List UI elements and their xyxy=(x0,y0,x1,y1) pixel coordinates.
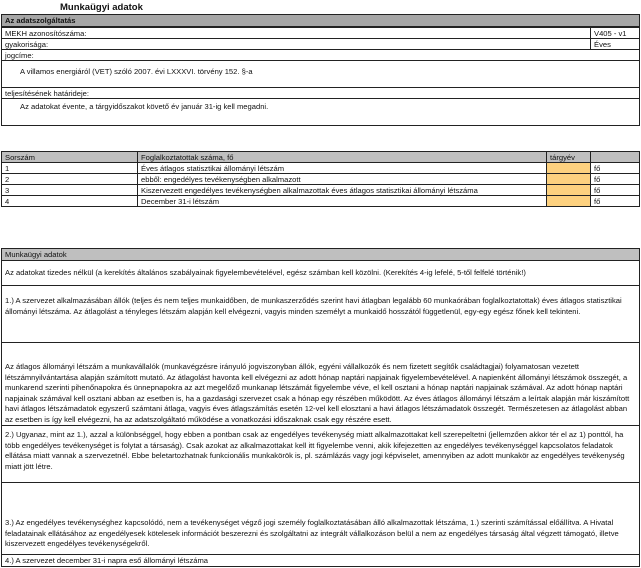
notes-header: Munkaügyi adatok xyxy=(1,248,640,261)
row-num: 1 xyxy=(1,162,138,174)
deadline-label: teljesítésének határideje: xyxy=(1,87,640,99)
row-label: ebből: engedélyes tevékenységben alkalmazott xyxy=(137,173,547,185)
row-num: 2 xyxy=(1,173,138,185)
mekh-label: MEKH azonosítószáma: xyxy=(1,27,591,39)
frequency-value: Éves xyxy=(590,38,640,50)
row-num: 4 xyxy=(1,195,138,207)
notes-paragraph-2: Az átlagos állományi létszám a munkavállalók (munkavégzésre irányuló jogviszonyban állók, egyéni vállalkozók és nem fizetett segítők családtagjai) folyamatosan vezetett létszámnyilvántartása alapján számított mutató. Az átlagolást havonta kell elvégezni az adott hónap naptári napjainak figyelembevételével. A napienként állományi létszámok összegét, a munkarend szerinti pihenőnapokra és ünnepnapokra az azt megelőző munkanap létszámát figyelembe véve, el kell osztani a hónap naptári napjainak számával. Az adott hónap naptári napjainak számával kell osztani abban az esetben is, ha a gazdasági szervezet csak a hónap egy részében működött. Az éves átlagos állományi létszám a leírtak alapján már kiszámított havi átlagos létszámadatok egyszerű számtani átlaga, vagyis éves átlagszámítás esetén 12-vel kell elosztani a havi átlagos létszámadatok összegét. Természetesen az átlagolást abban az esetben is így kell elvégezni, ha az adatszolgáltató működése a vonatkozási időszaknak csak egy részére esett. xyxy=(1,342,640,426)
section-header: Az adatszolgáltatás xyxy=(1,14,640,27)
row-label: Kiszervezett engedélyes tevékenységben alkalmazottak éves átlagos statisztikai állományi létszáma xyxy=(137,184,547,196)
notes-paragraph-5: 4.) A szervezet december 31-i napra eső állományi létszáma xyxy=(1,554,640,567)
mekh-value: V405 - v1 xyxy=(590,27,640,39)
deadline-value: Az adatokat évente, a tárgyidőszakot követő év január 31-ig kell megadni. xyxy=(1,98,640,126)
row-label: December 31-i létszám xyxy=(137,195,547,207)
page-title: Munkaügyi adatok xyxy=(60,2,143,13)
row-unit: fő xyxy=(590,195,640,207)
row-label: Éves átlagos statisztikai állományi létszám xyxy=(137,162,547,174)
frequency-label: gyakorisága: xyxy=(1,38,591,50)
notes-paragraph-3: 2.) Ugyanaz, mint az 1.), azzal a különbséggel, hogy ebben a pontban csak az engedélyes tevékenység miatt alkalmazottakat kell szerepeltetni (jellemzően akkor tér el az 1) ponttól, ha több engedélyes tevékenységet is folytat a társaság). Csak azokat az alkalmazottakat kell itt figyelembe venni, akik kifejezetten az engedélyes tevékenységgel kapcsolatos feladatok ellátása miatt vannak a szervezetnél. Ebbe beletartozhatnak funkcionális munkakörök is, pl. számlázás vagy jogi képviselet, amennyiben az adott munkakör az engedélyes tevékenység miatt jött létre. xyxy=(1,425,640,483)
row-unit: fő xyxy=(590,173,640,185)
row-value-input[interactable] xyxy=(546,195,591,207)
legal-basis-value: A villamos energiáról (VET) szóló 2007. évi LXXXVI. törvény 152. §-a xyxy=(1,60,640,88)
row-unit: fő xyxy=(590,162,640,174)
row-unit: fő xyxy=(590,184,640,196)
notes-intro: Az adatokat tizedes nélkül (a kerekítés általános szabályainak figyelembevételével, egész számban kell közölni. (Kerekítés 4-ig lefelé, 5-től felfelé történik!) xyxy=(1,260,640,286)
header-foglalkoztatottak: Foglalkoztatottak száma, fő xyxy=(137,151,547,163)
header-sorszam: Sorszám xyxy=(1,151,138,163)
notes-paragraph-4: 3.) Az engedélyes tevékenységhez kapcsolódó, nem a tevékenységet végző jogi személy foglalkoztatásában álló alkalmazottak létszáma, 1.) szerinti számítással előállítva. A Hivatal feladatainak ellátásához az engedélyesek kötelesek információt beszerezni és szolgáltatni az integrált vállalkozáson belül a nem az engedélyes társaság által végzett támogató, illetve kiszervezett engedélyes tevékenységekről. xyxy=(1,482,640,555)
notes-paragraph-1: 1.) A szervezet alkalmazásában állók (teljes és nem teljes munkaidőben, de munkaszerződés szerint havi átlagban legalább 60 munkaórában foglalkoztatottak) éves átlagos statisztikai állományi létszáma. Az átlagolást a tényleges létszám alapján kell elvégezni, vagyis minden személyt a munkaidő hosszától függetlenül, egy-egy egész főnek kell tekinteni. xyxy=(1,285,640,343)
header-targyev: tárgyév xyxy=(546,151,591,163)
row-num: 3 xyxy=(1,184,138,196)
legal-basis-label: jogcíme: xyxy=(1,49,640,61)
